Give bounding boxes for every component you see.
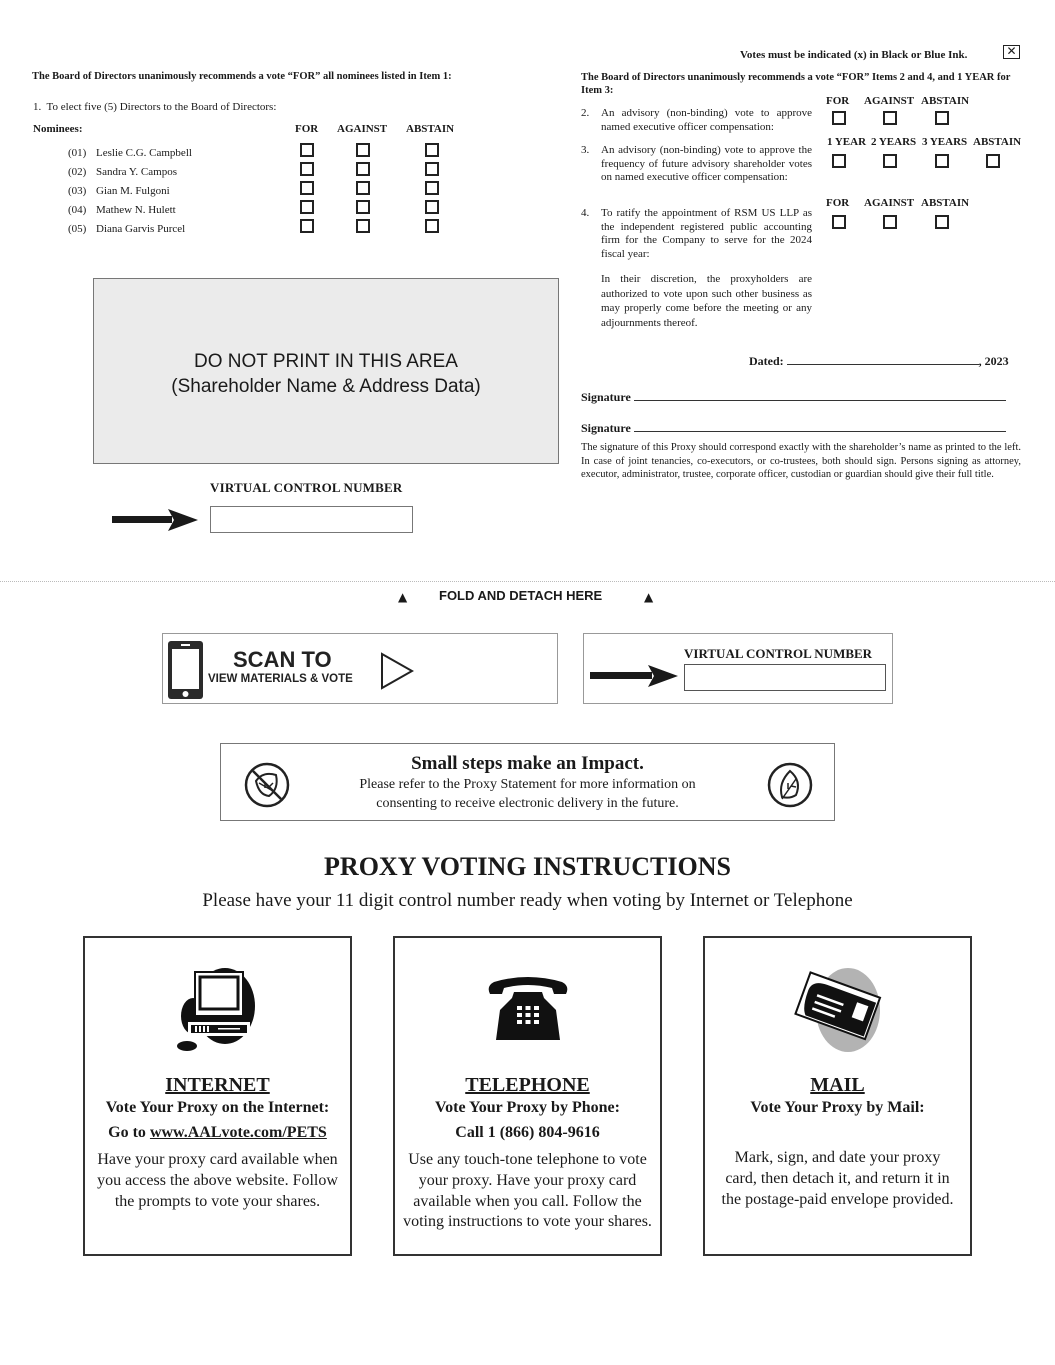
signature-label: Signature <box>581 390 631 404</box>
nominee-name: Leslie C.G. Campbell <box>96 147 192 159</box>
mail-title: MAIL <box>810 1074 865 1096</box>
signature-label: Signature <box>581 421 631 435</box>
fold-marker-right: ▲ <box>644 590 654 604</box>
nominee-4-against-checkbox[interactable] <box>356 200 370 214</box>
signature-row-2 <box>581 420 1006 436</box>
scan-title: SCAN TO <box>233 647 332 672</box>
control-number-input[interactable] <box>210 506 413 533</box>
item-2-text: An advisory (non-binding) vote to approve named executive officer compensation: <box>601 107 812 133</box>
item-4-col-for: FOR <box>826 197 850 209</box>
discretion-text: In their discretion, the proxyholders are authorized to vote upon such other business as may properly come before the meeting or any adjournments thereof. <box>601 273 812 329</box>
address-area-line2: (Shareholder Name & Address Data) <box>171 376 481 397</box>
nominee-name: Sandra Y. Campos <box>96 166 177 178</box>
nominee-3-abstain-checkbox[interactable] <box>425 181 439 195</box>
mail-icon <box>790 968 886 1054</box>
dated-input[interactable] <box>787 353 979 365</box>
nominee-name: Mathew N. Hulett <box>96 204 176 216</box>
item-1-text: 1. To elect five (5) Directors to the Board of Directors: <box>33 101 277 113</box>
nominee-name: Gian M. Fulgoni <box>96 185 170 197</box>
control-number-label-2: VIRTUAL CONTROL NUMBER <box>684 646 873 661</box>
internet-card <box>83 936 352 1256</box>
nominee-3-for-checkbox[interactable] <box>300 181 314 195</box>
mail-card <box>703 936 972 1256</box>
computer-icon <box>173 968 263 1052</box>
item-2-against-checkbox[interactable] <box>883 111 897 125</box>
scan-subtitle: VIEW MATERIALS & VOTE <box>208 673 353 685</box>
item-3-2-years-checkbox[interactable] <box>883 154 897 168</box>
right-recommendation: The Board of Directors unanimously recommends a vote “FOR” Items 2 and 4, and 1 YEAR for Item 3: <box>581 72 1011 96</box>
arrow-right-icon <box>590 664 678 688</box>
telephone-card <box>393 936 662 1256</box>
nominee-number: (02) <box>68 166 87 178</box>
nominee-2-against-checkbox[interactable] <box>356 162 370 176</box>
telephone-description: Use any touch-tone telephone to vote your proxy. Have your proxy card available when you call. Follow the voting instructions to vote your shares. <box>403 1151 652 1231</box>
nominee-2-abstain-checkbox[interactable] <box>425 162 439 176</box>
telephone-subtitle: Vote Your Proxy by Phone: <box>435 1099 620 1116</box>
impact-line1: Please refer to the Proxy Statement for more information on <box>359 777 696 792</box>
telephone-icon <box>486 976 570 1042</box>
item-4-against-checkbox[interactable] <box>883 215 897 229</box>
telephone-number[interactable]: Call 1 (866) 804-9616 <box>455 1124 600 1141</box>
item-3-col-3-years: 3 YEARS <box>922 136 968 148</box>
internet-subtitle: Vote Your Proxy on the Internet: <box>105 1099 330 1116</box>
signature-row-1 <box>581 389 1006 405</box>
address-area-line1: DO NOT PRINT IN THIS AREA <box>194 351 458 372</box>
item-2-col-for: FOR <box>826 95 850 107</box>
nominee-number: (05) <box>68 223 87 235</box>
item-3-1-year-checkbox[interactable] <box>832 154 846 168</box>
item-4-col-abstain: ABSTAIN <box>921 197 970 209</box>
phone-icon <box>167 640 204 700</box>
signature-note: The signature of this Proxy should correspond exactly with the shareholder’s name as printed to the left. In case of joint tenancies, co-executors, or co-trustees, both should sign. Persons signing as attorney, executor, administrator, trustee, corporate officer, custodian or guardian should give their full title. <box>581 442 1021 480</box>
control-number-label: VIRTUAL CONTROL NUMBER <box>210 480 403 495</box>
nominee-4-for-checkbox[interactable] <box>300 200 314 214</box>
nominee-1-abstain-checkbox[interactable] <box>425 143 439 157</box>
impact-title: Small steps make an Impact. <box>411 753 644 774</box>
nominee-5-abstain-checkbox[interactable] <box>425 219 439 233</box>
leaf-icon <box>766 761 814 809</box>
nominee-number: (01) <box>68 147 87 159</box>
item-4-abstain-checkbox[interactable] <box>935 215 949 229</box>
internet-url-prefix: Go to <box>108 1124 150 1141</box>
item-3-col-abstain: ABSTAIN <box>973 136 1022 148</box>
item-4-for-checkbox[interactable] <box>832 215 846 229</box>
fold-line <box>0 581 1055 582</box>
impact-line2: consenting to receive electronic delivery in the future. <box>376 796 679 811</box>
item-4-text: To ratify the appointment of RSM US LLP as the independent registered public accounting firm for the Company to serve for the 2024 fiscal year: <box>601 207 812 260</box>
nominee-row-5 <box>68 223 185 235</box>
item-2-col-abstain: ABSTAIN <box>921 95 970 107</box>
item-2-abstain-checkbox[interactable] <box>935 111 949 125</box>
nominee-5-for-checkbox[interactable] <box>300 219 314 233</box>
instructions-subtitle: Please have your 11 digit control number ready when voting by Internet or Telephone <box>202 890 853 911</box>
instructions-title: PROXY VOTING INSTRUCTIONS <box>324 852 731 881</box>
nominees-label: Nominees: <box>33 123 83 135</box>
fold-marker-left: ▲ <box>398 590 408 604</box>
control-number-input-2[interactable] <box>684 664 886 691</box>
item-3-col-1-year: 1 YEAR <box>827 136 867 148</box>
internet-url-link[interactable]: www.AALvote.com/PETS <box>149 1124 327 1141</box>
col-header-against: AGAINST <box>337 123 388 135</box>
nominee-row-4 <box>68 204 176 216</box>
item-3-3-years-checkbox[interactable] <box>935 154 949 168</box>
control-number-box-2 <box>583 633 893 704</box>
signature-input-2[interactable] <box>634 420 1006 432</box>
scan-box[interactable] <box>162 633 558 704</box>
item-3-text: An advisory (non-binding) vote to approve the frequency of future advisory shareholder votes on named executive officer compensation: <box>601 144 812 183</box>
item-2-number: 2. <box>581 107 590 119</box>
ink-example-box: ✕ <box>1003 45 1020 59</box>
dated-year: , 2023 <box>978 354 1009 368</box>
arrow-right-icon <box>112 508 198 532</box>
internet-url-row <box>85 1124 350 1142</box>
internet-description: Have your proxy card available when you access the above website. Follow the prompts to vote your shares. <box>97 1151 338 1210</box>
telephone-title: TELEPHONE <box>465 1074 590 1096</box>
play-arrow-icon <box>380 652 414 690</box>
nominee-row-1 <box>68 147 192 159</box>
nominee-name: Diana Garvis Purcel <box>96 223 186 235</box>
nominee-number: (03) <box>68 185 87 197</box>
item-2-col-against: AGAINST <box>864 95 915 107</box>
nominee-4-abstain-checkbox[interactable] <box>425 200 439 214</box>
col-header-abstain: ABSTAIN <box>406 123 455 135</box>
item-3-col-2-years: 2 YEARS <box>871 136 917 148</box>
nominee-1-for-checkbox[interactable] <box>300 143 314 157</box>
item-4-number: 4. <box>581 207 590 219</box>
dated-row <box>749 353 1009 369</box>
item-3-abstain-checkbox[interactable] <box>986 154 1000 168</box>
nominee-5-against-checkbox[interactable] <box>356 219 370 233</box>
dated-label: Dated: <box>749 354 784 368</box>
left-recommendation: The Board of Directors unanimously recommends a vote “FOR” all nominees listed in Item 1: <box>32 71 452 82</box>
mail-subtitle: Vote Your Proxy by Mail: <box>750 1099 925 1116</box>
internet-title: INTERNET <box>165 1074 270 1096</box>
item-2-for-checkbox[interactable] <box>832 111 846 125</box>
col-header-for: FOR <box>295 123 319 135</box>
mail-description: Mark, sign, and date your proxy card, then detach it, and return it in the postage-paid envelope provided. <box>721 1149 954 1208</box>
impact-box <box>220 743 835 821</box>
nominee-1-against-checkbox[interactable] <box>356 143 370 157</box>
signature-input-1[interactable] <box>634 389 1006 401</box>
nominee-3-against-checkbox[interactable] <box>356 181 370 195</box>
item-3-number: 3. <box>581 144 590 156</box>
nominee-row-2 <box>68 166 177 178</box>
ink-note: Votes must be indicated (x) in Black or Blue Ink. <box>740 49 968 61</box>
fold-label: FOLD AND DETACH HERE <box>439 588 603 603</box>
address-area <box>93 278 559 464</box>
item-4-col-against: AGAINST <box>864 197 915 209</box>
nominee-number: (04) <box>68 204 87 216</box>
nominee-2-for-checkbox[interactable] <box>300 162 314 176</box>
nominee-row-3 <box>68 185 170 197</box>
